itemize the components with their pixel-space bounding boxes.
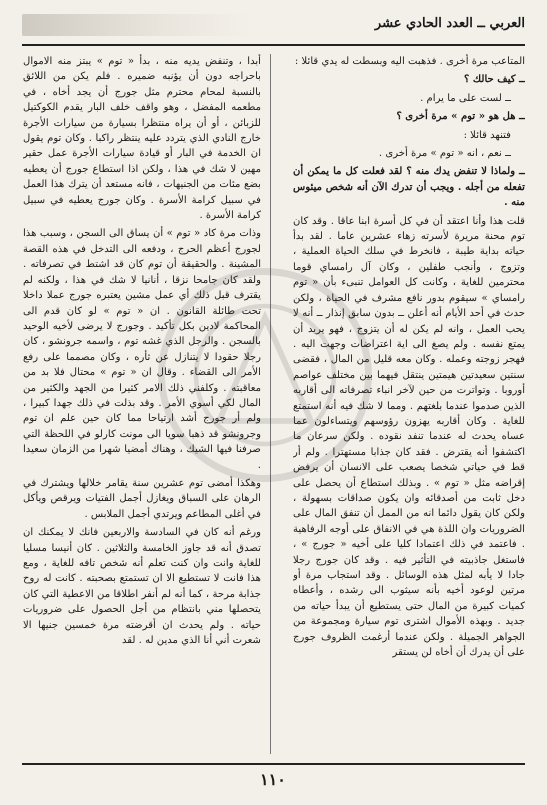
bold-question-paragraph: ــ ولماذا لا تنفض يدك منه ؟ لقد فعلت كل ما يمكن أن تفعله من أجله . ويجب أن تدرك الآن أنه شخص ميئوس منه .	[293, 166, 525, 209]
footer-rule	[22, 763, 525, 765]
body-paragraph: وهكذا أمضى توم عشرين سنة يقامر خلالها ويشترك في الرهان على السباق ويغازل أجمل الفتيات ويرقص ويأكل في أغلى المطاعم ويرتدي أجمل الملابس .	[23, 477, 261, 520]
dialogue-line: ــ لست على ما يرام .	[420, 92, 511, 104]
watermark-emblem-icon	[150, 260, 380, 490]
body-paragraph: وذات مرة كاد « توم » أن يساق الى السجن ، وسبب هذا لجورج أعظم الحرج ، ودفعه الى التدخل في هذه القصة المشينة . والحقيقة أن توم كان قد اشتط في تصرفاته . ولقد كان جامحا نزقا ، أنانيا لا شك في هذا ، ولكنه لم يقترف قبل ذلك أي عمل مشين يعتبره جورج عملا داخلا تحت طائلة القانون . ان « توم » لو كان قدم الى المحاكمة لادين بكل تأكيد . وجورج لا يرضى لأخيه الوحيد بالسجن . والرجل الذي غشه توم ، واسمه جرونشو ، كان رجلا حقودا لا يتنازل عن ثأره ، وكان مصمما على رفع الأمر الى القضاء . وقال ان « توم » محتال فلا بد من معاقبته . وكلفني ذلك الامر كثيرا من الجهد والكثير من المال لكي أسوي الأمر . وقد بذلت في ذلك جهدا كبيرا ، ولم أر جورج أشد ارتياحا مما كان حين علم ان توم وجرونشو قد ذهبا سويا الى مونت كارلو في اللحظة التي صرفنا فيها الشيك ، وهناك أمضيا شهرا من الزمان سعيدا .	[23, 228, 261, 471]
dialogue-line: ــ هل هو « توم » مرة أخرى ؟	[396, 111, 525, 123]
running-header-title: العربي ــ العدد الحادي عشر	[374, 16, 525, 31]
page-header	[22, 10, 525, 46]
intro-paragraph: المتاعب مرة أخرى . فذهبت اليه وبسطت له يدي قائلا :	[294, 56, 525, 67]
dialogue-line: ــ كيف حالك ؟	[463, 74, 525, 86]
dialogue-lead: فتنهد قائلا :	[463, 129, 511, 141]
body-paragraph: قلت هذا وأنا اعتقد أن في كل أسرة ابنا عاقا . وقد كان توم محنة مريرة لأسرته زهاء عشرين عاما . لقد بدأ حياته بداية طيبة ، فانخرط في سلك الحياة العملية ، وتزوج ، وأنجب طفلين ، وكان آل رامساي قوما محترمين للغاية ، وكانت كل العوامل تنبىء بأن « توم رامساي » سيقوم بدور نافع مشرف في الحياة ، ولكن حدث في أحد الأيام أنه أعلن ــ بدون سابق إنذار ــ أنه لا يحب العمل ، وانه لم يكن له أن يتزوج ، فهو يريد أن يمتع نفسه . ولم يصغ الى اية اعتراضات وجهت اليه . فهجر زوجته وعمله . وكان معه قليل من المال ، فقضى سنتين سعيدتين هيمتين ينتقل فيهما بين مختلف عواصم أوروبا . وتواترت من حين لآخر انباء تصرفاته الى أقاربه الذين صدموا عندما بلغتهم . ومما لا شك فيه أنه استمتع للغاية . وكان أقاربه يهزون رؤوسهم ويتساءلون عما عساه يحدث له عندما تنفد نقوده . ولكن سرعان ما اكتشفوا أنه يقترض . فقد كان جذابا مستهترا . ولم أر قط في حياتي شخصا يصعب على الانسان أن يرفض إقراضه مثل « توم » . وبذلك استطاع أن يحصل على دخل ثابت من أصدقائه وان يكون صداقات بسهولة ، ولكن كان يقول دائما انه من الممل أن تنفق المال على الضروريات وان اللذة هي في الانفاق على أوجه الرفاهية . فاعتمد في ذلك اعتمادا كليا على أخيه « جورج » ، فاستغل جاذبيته في التأثير فيه . وقد كان جورج رجلا جادا لا يأبه لمثل هذه الوسائل . وقد استجاب مرة أو مرتين لوعود أخيه بأنه سيثوب الى رشده ، وأعطاه كميات كبيرة من المال حتى يستطيع أن يبدأ حياته من جديد . وبهذه الأموال اشترى توم سيارة ومجموعة من الجواهر الجميلة . ولكن عندما أرغمت الظروف جورج على أن يدرك أن أخاه لن يستقر	[293, 215, 525, 659]
body-paragraph: ورغم أنه كان في السادسة والاربعين فانك لا يمكنك ان تصدق أنه قد جاوز الخامسة والثلاثين . كان أنيسا مسليا للغاية وانت وان كنت تعلم أنه شخص تافه للغاية ، ومع هذا فانت لا تستطيع الا ان تستمتع بصحبته . كانت له روح جذابة مرحة ، كما أنه لم أنفر اطلاقا من الاعطية التي كان يتحصلها مني بانتظام من أجل الحصول على ضروريات حياته . ولم يحدث ان أقرضته مرة خمسين جنيها الا شعرت أني أنا الذي مدين له . لقد	[23, 527, 261, 647]
body-paragraph: أبدا ، وتنفض يديه منه ، بدأ « توم » يبتز منه الاموال باحراجه دون أن يؤنبه ضميره . فلم يكن من اللائق بالنسبة لمحام محترم مثل جورج أن يجد أخاه ، في مطعمه المفضل ، وهو واقف خلف البار يقدم الكوكتيل للزبائن ، أو أن يراه منتظرا بسيارة من سيارات الأجرة خارج النادي الذي يتردد عليه ينتظر راكبا . وكان توم يقول ان الخدمة في البار أو قيادة سيارات الأجرة عمل حقير مهين لا شك في هذا ، ولكن اذا استطاع جورج أن يعطيه بضع مئات من الجنيهات ، فانه مستعد أن يترك هذا العمل في سبيل كرامة الأسرة . وكان جورج يعطيه في سبيل كرامة الأسرة .	[23, 56, 261, 222]
page-number: ١١٠	[260, 770, 286, 789]
header-shade-strip	[22, 14, 252, 36]
dialogue-line: ــ نعم ، انه « توم » مرة أخرى .	[378, 148, 511, 160]
